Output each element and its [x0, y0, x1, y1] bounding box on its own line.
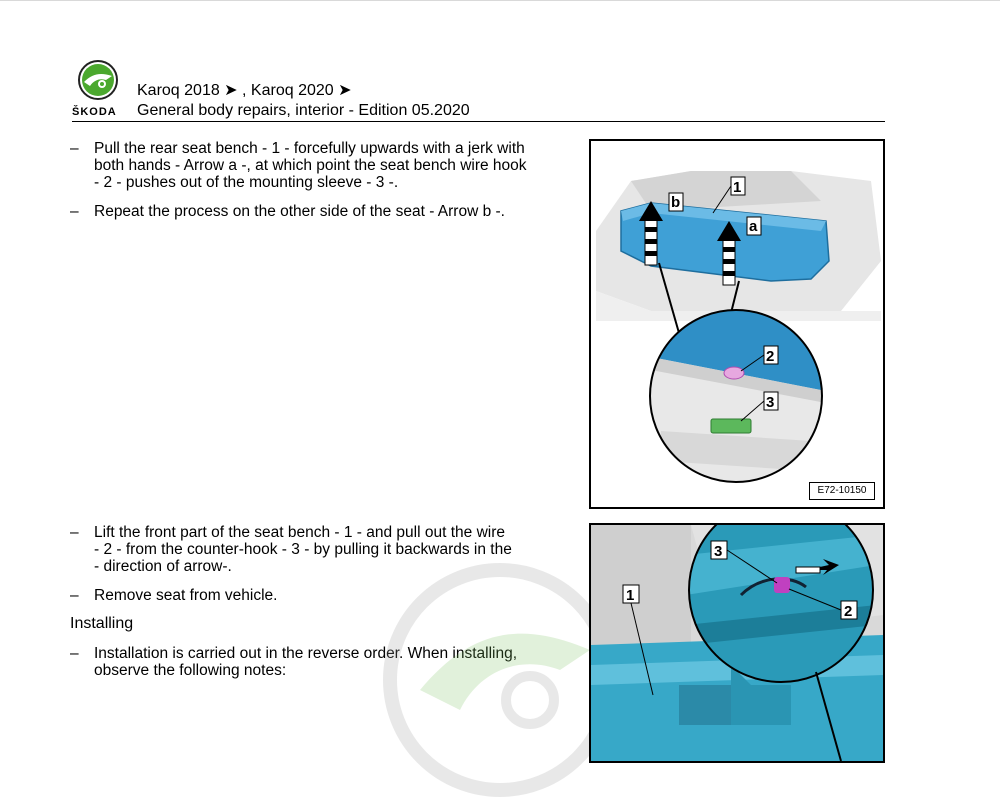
header-manual-title: General body repairs, interior - Edition 05.2020 [137, 102, 470, 119]
top-border [0, 0, 1000, 1]
header-model-links[interactable]: Karoq 2018 ➤ , Karoq 2020 ➤ [137, 82, 352, 99]
step-dash: – [70, 203, 79, 220]
step-line: Installation is carried out in the reverse order. When installing, [94, 645, 518, 662]
step-pull-seat-bench [70, 140, 560, 191]
figure-code: E72-10150 [809, 482, 875, 500]
header-rule [72, 121, 885, 122]
callout-b: b [671, 194, 681, 211]
callout-2: 2 [766, 348, 775, 365]
figure-seat-removal [589, 139, 885, 509]
step-dash: – [70, 587, 79, 604]
callout-a: a [749, 218, 758, 235]
step-dash: – [70, 140, 79, 157]
skoda-watermark-icon [380, 560, 620, 800]
callout-1: 1 [626, 587, 635, 604]
step-line: Lift the front part of the seat bench - 1 - and pull out the wire [94, 524, 505, 541]
section-heading-installing: Installing [70, 615, 134, 632]
step-line: - 2 - from the counter-hook - 3 - by pulling it backwards in the [94, 541, 512, 558]
step-repeat-other-side [70, 203, 560, 220]
brand-wordmark: ŠKODA [72, 106, 117, 118]
wire-hook-illustration [591, 525, 883, 761]
step-line: - 2 - pushes out of the mounting sleeve - 3 -. [94, 174, 399, 191]
step-dash: – [70, 645, 79, 662]
step-line: Remove seat from vehicle. [94, 587, 278, 604]
callout-3: 3 [766, 394, 775, 411]
callout-3: 3 [714, 543, 723, 560]
seat-removal-illustration [591, 141, 883, 507]
callout-2: 2 [844, 603, 853, 620]
step-line: - direction of arrow-. [94, 558, 232, 575]
step-dash: – [70, 524, 79, 541]
step-line: Pull the rear seat bench - 1 - forcefully upwards with a jerk with [94, 140, 525, 157]
figure-wire-hook [589, 523, 885, 763]
step-line: both hands - Arrow a -, at which point the seat bench wire hook [94, 157, 527, 174]
callout-1: 1 [733, 179, 742, 196]
step-line: Repeat the process on the other side of the seat - Arrow b -. [94, 203, 505, 220]
step-line: observe the following notes: [94, 662, 287, 679]
